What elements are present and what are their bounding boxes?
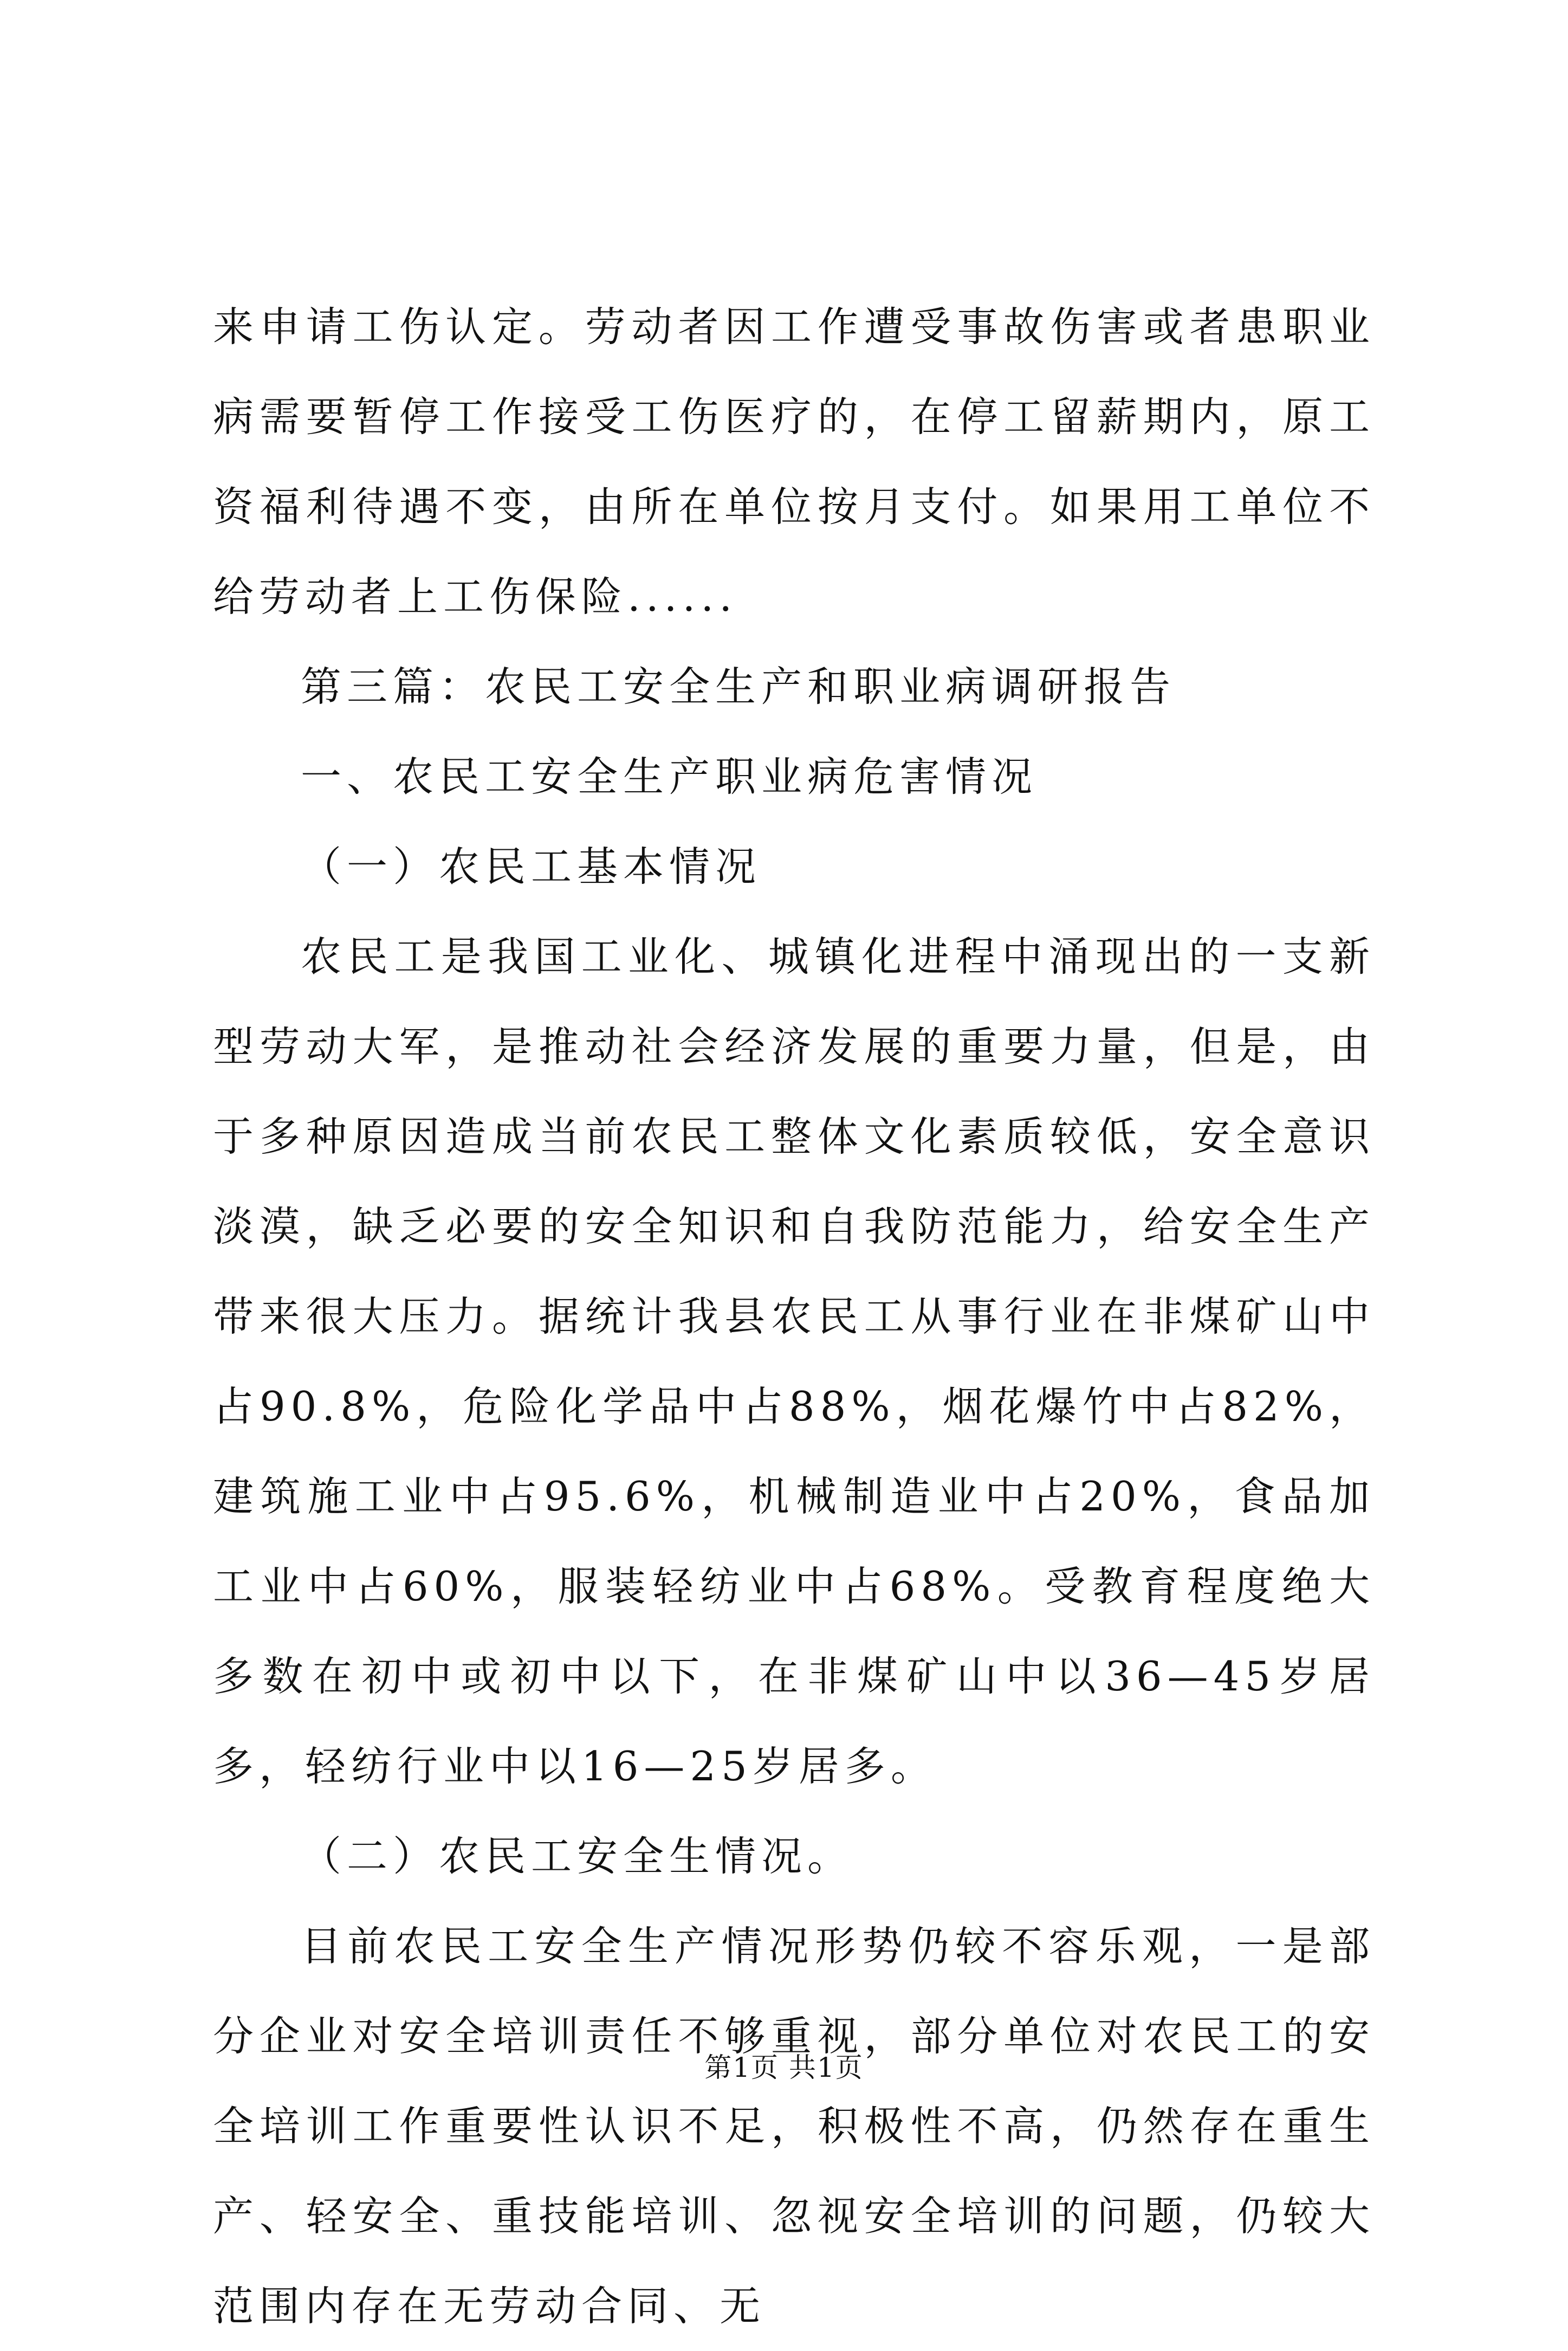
heading-level-2: （一）农民工基本情况: [301, 843, 762, 890]
heading-level-1: 一、农民工安全生产职业病危害情况: [301, 753, 1038, 800]
body-paragraph: 农民工是我国工业化、城镇化进程中涌现出的一支新型劳动大军，是推动社会经济发展的重要力量，但是，由于多种原因造成当前农民工整体文化素质较低，安全意识淡漠，缺乏必要的安全知识和自我防范能力，给安全生产带来很大压力。据统计我县农民工从事行业在非煤矿山中占90.8%，危险化学品中占88%，烟花爆竹中占82%，建筑施工业中占95.6%，机械制造业中占20%，食品加工业中占60%，服装轻纺业中占68%。受教育程度绝大多数在初中或初中以下，在非煤矿山中以36—45岁居多，轻纺行业中以16—25岁居多。: [213, 933, 1375, 1790]
body-paragraph: 目前农民工安全生产情况形势仍较不容乐观，一是部分企业对安全培训责任不够重视，部分单位对农民工的安全培训工作重要性认识不足，积极性不高，仍然存在重生产、轻安全、重技能培训、忽视安全培训的问题，仍较大范围内存在无劳动合同、无: [213, 1922, 1375, 2330]
heading-level-2: （二）农民工安全生情况。: [301, 1832, 854, 1880]
section-title: 第三篇：农民工安全生产和职业病调研报告: [301, 663, 1176, 711]
paragraph-continuation: 来申请工伤认定。劳动者因工作遭受事故伤害或者患职业病需要暂停工作接受工伤医疗的，在停工留薪期内，原工资福利待遇不变，由所在单位按月支付。如果用工单位不给劳动者上工伤保险......: [213, 303, 1375, 621]
page-number-footer: 第1页 共1页: [704, 2052, 864, 2083]
document-body: [213, 282, 1375, 2351]
